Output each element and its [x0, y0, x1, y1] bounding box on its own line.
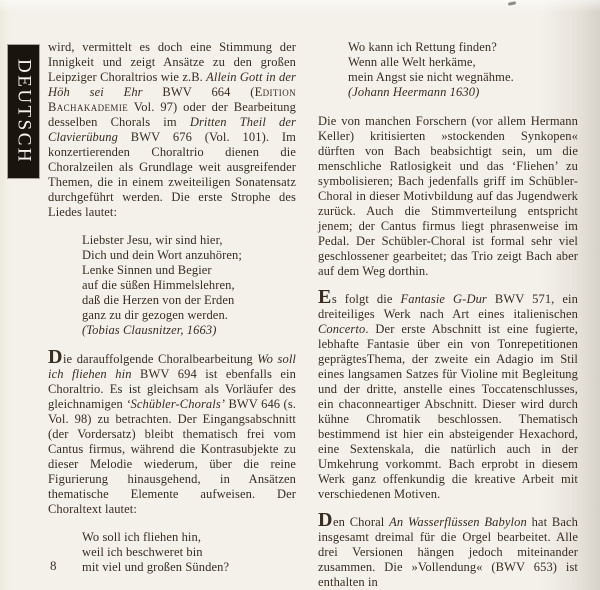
- verse-lines: Liebster Jesu, wir sind hier, Dich und dein Wort anzuhören; Lenke Sinnen und Begier auf die süßen Himmelslehren, daß die Herzen von der Erden ganz zu dir gezogen werden.: [82, 233, 242, 322]
- paragraph-fantasie-bwv571: Es folgt die Fantasie G-Dur BWV 571, ein dreiteiliges Werk nach Art eines italienischen Concerto. Der erste Abschnitt ist eine fugierte, lebhafte Fantasie über ein von Tonrepetitionen geprägtesThema, der zweite ein Adagio im Stil eines langsamen Satzes für Violine mit Begleitung und der dritte, anstelle eines Toccatenschlusses, ein chaconneartiger Abschnitt. Dieser wird durch kühne Chromatik beschlossen. Thematisch bestimmend ist hier ein absteigender Hexachord, eine Sextenskala, die natürlich auch in der Umkehrung vorkommt. Bach erprobt in diesem Werk ganz offenkundig die kreative Arbeit mit verschiedenen Motiven.: [318, 286, 578, 501]
- paragraph-synkopen: Die von manchen Forschern (vor allem Hermann Keller) kritisierten »stockenden Synkopen« dürften von Bach beabsichtigt sein, um die menschliche Ratlosigkeit und das ‘Fliehen’ zu symbolisieren; Bach jedenfalls griff im Schübler-Choral in dieser Motivbildung auf das Jugendwerk zurück. Auch die Stimmverteilung entspricht jenem; der Cantus firmus liegt phrasenweise im Pedal. Der Schübler-Choral ist formal sehr viel geschlossener gearbeitet; das Trio zeigt Bach aber auf dem Weg dorthin.: [318, 114, 578, 278]
- verse-liebster-jesu: [82, 233, 296, 338]
- verse-lines: Wo soll ich fliehen hin, weil ich beschweret bin mit viel und großen Sünden?: [82, 530, 230, 574]
- page-number: 8: [50, 558, 57, 573]
- verse-wo-soll-ich-fliehen: [82, 530, 296, 575]
- language-tab: [8, 45, 39, 178]
- verse-attribution: (Johann Heermann 1630): [348, 85, 480, 99]
- verse-wo-kann-ich-rettung: [348, 40, 578, 100]
- paragraph-bwv694: Die darauffolgende Choralbearbeitung Wo soll ich fliehen hin BWV 694 ist ebenfalls ein Choraltrio. Es ist gleichsam als Vorläufer des gleichnamigen ‘Schübler-Chorals’ BWV 646 (s. Vol. 98) zu betrachten. Der Eingangsabschnitt (der Vordersatz) bleibt thematisch frei vom Cantus firmus, während die Kontrasubjekte zu dieser Melodie wiederum, über die reine Figurierung hinausgehend, in Ansätzen thematische Elemente aufweisen. Der Choraltext lautet:: [48, 346, 297, 516]
- verse-lines: Wo kann ich Rettung finden? Wenn alle Welt herkäme, mein Angst sie nicht wegnähme.: [348, 40, 514, 84]
- paragraph-choraltrio: wird, vermittelt es doch eine Stimmung der Innigkeit und zeigt Ansätze zu den großen Leipziger Choraltrios wie z.B. Allein Gott in der Höh sei Ehr BWV 664 (Edition Bachakademie Vol. 97) oder der Bearbeitung desselben Chorals im Dritten Theil der Clavierübung BWV 676 (Vol. 101). Im konzertierenden Choraltrio dienen die Choralzeilen als Grundlage weit ausgreifender Themen, die in einem zweiteiligen Sonatensatz durchgeführt werden. Die erste Strophe des Liedes lautet:: [48, 40, 296, 219]
- scan-artifact: [508, 1, 516, 6]
- verse-attribution: (Tobias Clausnitzer, 1663): [82, 323, 217, 337]
- paragraph-an-wasserfluessen: Den Choral An Wasserflüssen Babylon hat Bach insgesamt dreimal für die Orgel bearbeitet. Alle drei Versionen hängen jedoch miteinander zusammen. Die »Vollendung« (BWV 653) ist enthalten in: [318, 509, 578, 589]
- language-tab-label: DEUTSCH: [13, 58, 35, 165]
- right-column: [318, 40, 578, 590]
- left-column: [48, 40, 296, 589]
